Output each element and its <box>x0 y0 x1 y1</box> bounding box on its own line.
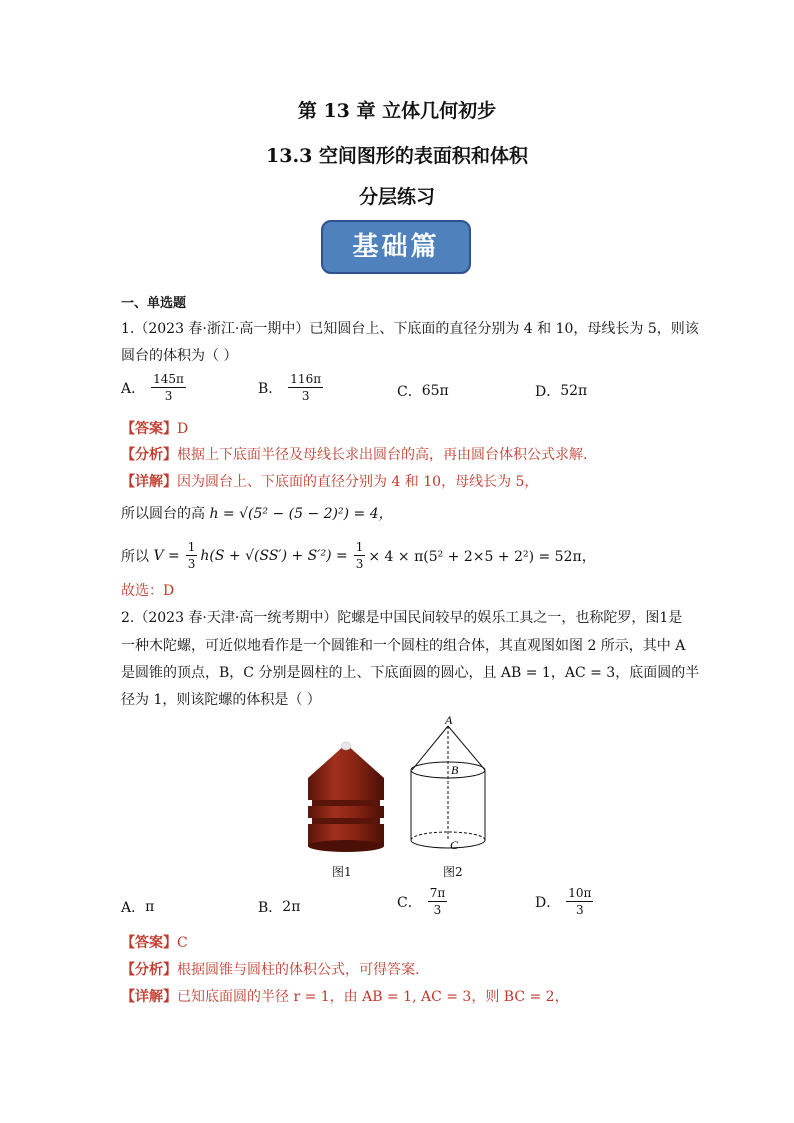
subtitle: 分层练习 <box>358 186 435 208</box>
q2-analysis: 【分析】根据圆锥与圆柱的体积公式，可得答案. <box>121 962 420 978</box>
one-third-fraction-1: $\frac{1}{3}$ <box>187 540 196 571</box>
q2-option-b: B． 2π <box>258 899 301 916</box>
q1-detail: 【详解】因为圆台上、下底面的直径分别为 4 和 10，母线长为 5， <box>121 474 539 490</box>
section-title: 13.3 空间图形的表面积和体积 <box>266 145 528 167</box>
q1-height-step: 所以圆台的高 h = √(5² − (5 − 2)²) = 4， <box>121 506 393 522</box>
point-label-b: B <box>451 763 459 777</box>
q2-answer: 【答案】C <box>121 935 188 951</box>
q2-detail: 【详解】已知底面圆的半径 r = 1，由 AB = 1, AC = 3，则 BC = 2， <box>121 989 569 1005</box>
q2-stem-line1: 2.（2023 春·天津·高一统考期中）陀螺是中国民间较早的娱乐工具之一，也称陀罗，图1是 <box>121 610 683 626</box>
q2-option-c-fraction: $\frac{7\pi}{3}$ <box>429 886 446 917</box>
q1-option-a-fraction: $\frac{145\pi}{3}$ <box>153 372 184 403</box>
one-third-fraction-2: $\frac{1}{3}$ <box>355 540 364 571</box>
fig2-caption: 图2 <box>443 865 463 879</box>
wooden-top-figure <box>300 738 392 860</box>
q1-stem-line1: 1.（2023 春·浙江·高一期中）已知圆台上、下底面的直径分别为 4 和 10，母线长为 5，则该 <box>121 321 699 337</box>
point-label-c: C <box>450 838 459 852</box>
fig1-caption: 图1 <box>332 865 352 879</box>
q1-option-c: C． 65π <box>397 383 449 400</box>
top-diagram-figure <box>405 712 497 862</box>
q2-option-c: C． $\frac{7\pi}{3}$ <box>397 886 446 917</box>
section-heading: 一、单选题 <box>121 296 187 311</box>
q1-option-a: A． $\frac{145\pi}{3}$ <box>121 372 184 403</box>
q2-option-d-fraction: $\frac{10\pi}{3}$ <box>568 886 592 917</box>
q2-option-d: D． $\frac{10\pi}{3}$ <box>535 886 592 917</box>
point-label-a: A <box>445 713 453 727</box>
q2-stem-line2: 一种木陀螺，可近似地看作是一个圆锥和一个圆柱的组合体，其直观图如图 2 所示，其中 A <box>121 638 686 654</box>
q1-option-b-fraction: $\frac{116\pi}{3}$ <box>290 372 322 403</box>
q1-option-b: B． $\frac{116\pi}{3}$ <box>258 372 322 403</box>
level-badge: 基础篇 <box>321 220 471 274</box>
q2-option-a: A． π <box>121 899 155 916</box>
q2-stem-line3: 是圆锥的顶点，B，C 分别是圆柱的上、下底面圆的圆心，且 AB = 1，AC = 3，底面圆的半 <box>121 665 700 681</box>
chapter-title: 第 13 章 立体几何初步 <box>297 100 497 122</box>
q1-option-d: D． 52π <box>535 383 588 400</box>
q1-stem-line2: 圆台的体积为（ ） <box>121 348 238 364</box>
q1-answer: 【答案】D <box>121 421 189 437</box>
q2-stem-line4: 径为 1，则该陀螺的体积是（ ） <box>121 692 321 708</box>
q1-volume-step: 所以 V = $\frac{1}{3}$ h(S + √(SS′) + S′²) = $\frac{1}{3}$ × 4 × π(5² + 2×5 + 2²) = 52π， <box>121 540 596 571</box>
q1-analysis: 【分析】根据上下底面半径及母线长求出圆台的高，再由圆台体积公式求解. <box>121 447 588 463</box>
q1-choice: 故选：D <box>121 583 175 599</box>
